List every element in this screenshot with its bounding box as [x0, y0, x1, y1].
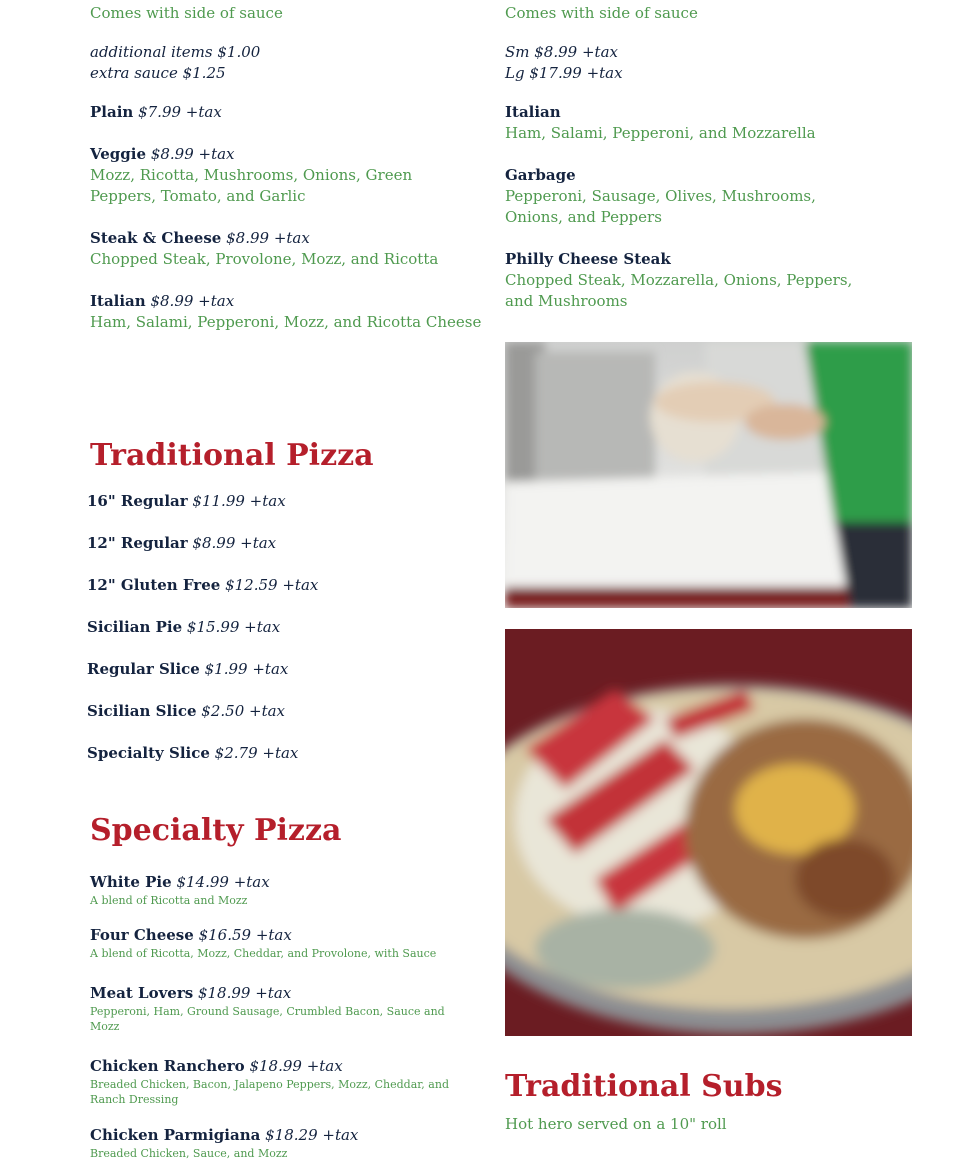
item-price: $8.99 +tax — [226, 229, 310, 247]
menu-item — [87, 743, 477, 785]
menu-item — [90, 872, 470, 908]
item-description: A blend of Ricotta and Mozz — [90, 894, 248, 907]
item-name: Philly Cheese Steak — [505, 250, 671, 268]
menu-item — [87, 533, 477, 575]
dough-photo-image — [505, 342, 912, 608]
item-name: Chicken Ranchero — [90, 1057, 245, 1075]
item-name: White Pie — [90, 873, 172, 891]
item-name: Regular Slice — [87, 660, 200, 678]
item-price: $8.99 +tax — [150, 292, 235, 310]
menu-item — [87, 491, 477, 533]
item-price: $8.99 +tax — [192, 534, 277, 552]
extra-sauce-note: extra sauce $1.25 — [90, 64, 226, 82]
item-description: Pepperoni, Ham, Ground Sausage, Crumbled Bacon, Sauce and Mozz — [90, 1005, 445, 1033]
item-name: Italian — [505, 103, 561, 121]
item-name: Plain — [90, 103, 134, 121]
item-description: Breaded Chicken, Bacon, Jalapeno Peppers, Mozz, Cheddar, and Ranch Dressing — [90, 1078, 449, 1106]
item-description: Chopped Steak, Provolone, Mozz, and Ricotta — [90, 250, 439, 268]
additional-items-note: additional items $1.00 — [90, 43, 261, 61]
item-description: Mozz, Ricotta, Mushrooms, Onions, Green Peppers, Tomato, and Garlic — [90, 166, 413, 205]
item-price: $8.99 +tax — [150, 145, 235, 163]
menu-item — [90, 1056, 470, 1107]
item-price: $14.99 +tax — [176, 873, 270, 891]
item-name: Four Cheese — [90, 926, 194, 944]
section-title: Specialty Pizza — [90, 813, 342, 848]
menu-item — [90, 925, 470, 961]
pizza-photo-image — [505, 629, 912, 1036]
dough-photo — [505, 342, 912, 608]
sauce-note: Comes with side of sauce — [90, 4, 283, 22]
section-title: Traditional Pizza — [90, 438, 374, 473]
sauce-note: Comes with side of sauce — [505, 4, 698, 22]
right-calzone-section — [505, 3, 885, 312]
section-title: Traditional Subs — [505, 1069, 783, 1104]
menu-item — [87, 617, 477, 659]
item-name: Veggie — [90, 145, 147, 163]
item-description: A blend of Ricotta, Mozz, Cheddar, and Provolone, with Sauce — [90, 947, 437, 960]
menu-item — [90, 102, 470, 123]
traditional-pizza-section — [87, 438, 477, 785]
item-name: 12" Gluten Free — [87, 576, 221, 594]
item-name: Italian — [90, 292, 146, 310]
pizza-photo — [505, 629, 912, 1036]
item-price: $18.99 +tax — [249, 1057, 343, 1075]
item-price: $12.59 +tax — [225, 576, 319, 594]
menu-item — [505, 249, 885, 312]
left-calzone-section — [90, 3, 482, 333]
item-description: Ham, Salami, Pepperoni, and Mozzarella — [505, 124, 816, 142]
traditional-subs-section — [505, 1069, 905, 1135]
item-description: Breaded Chicken, Sauce, and Mozz — [90, 1147, 288, 1160]
menu-item — [505, 165, 885, 228]
menu-item — [505, 102, 885, 144]
item-price: $18.99 +tax — [197, 984, 292, 1002]
item-name: Sicilian Pie — [87, 618, 183, 636]
item-name: Garbage — [505, 166, 576, 184]
item-price: $1.99 +tax — [204, 660, 289, 678]
menu-item — [90, 291, 482, 333]
menu-item — [87, 701, 477, 743]
item-name: 12" Regular — [87, 534, 188, 552]
item-price: $2.79 +tax — [214, 744, 299, 762]
menu-item — [90, 228, 470, 270]
item-name: Sicilian Slice — [87, 702, 197, 720]
item-name: 16" Regular — [87, 492, 188, 510]
item-price: $2.50 +tax — [201, 702, 286, 720]
item-name: Specialty Slice — [87, 744, 210, 762]
item-price: $11.99 +tax — [192, 492, 286, 510]
menu-item — [90, 983, 470, 1034]
item-price: $7.99 +tax — [138, 103, 222, 121]
item-price: $15.99 +tax — [186, 618, 281, 636]
menu-item — [87, 575, 477, 617]
item-description: Ham, Salami, Pepperoni, Mozz, and Ricotta Cheese — [90, 313, 482, 331]
menu-item — [90, 1125, 470, 1161]
section-subtitle: Hot hero served on a 10" roll — [505, 1115, 727, 1133]
item-price: $16.59 +tax — [198, 926, 292, 944]
item-price: $18.29 +tax — [265, 1126, 359, 1144]
item-description: Pepperoni, Sausage, Olives, Mushrooms, Onions, and Peppers — [505, 187, 816, 226]
small-price: Sm $8.99 +tax — [505, 43, 618, 61]
large-price: Lg $17.99 +tax — [505, 64, 623, 82]
item-description: Chopped Steak, Mozzarella, Onions, Peppers, and Mushrooms — [505, 271, 853, 310]
specialty-pizza-section — [90, 813, 470, 1161]
menu-item — [90, 144, 470, 207]
item-name: Meat Lovers — [90, 984, 194, 1002]
item-name: Chicken Parmigiana — [90, 1126, 261, 1144]
item-name: Steak & Cheese — [90, 229, 222, 247]
menu-item — [87, 659, 477, 701]
